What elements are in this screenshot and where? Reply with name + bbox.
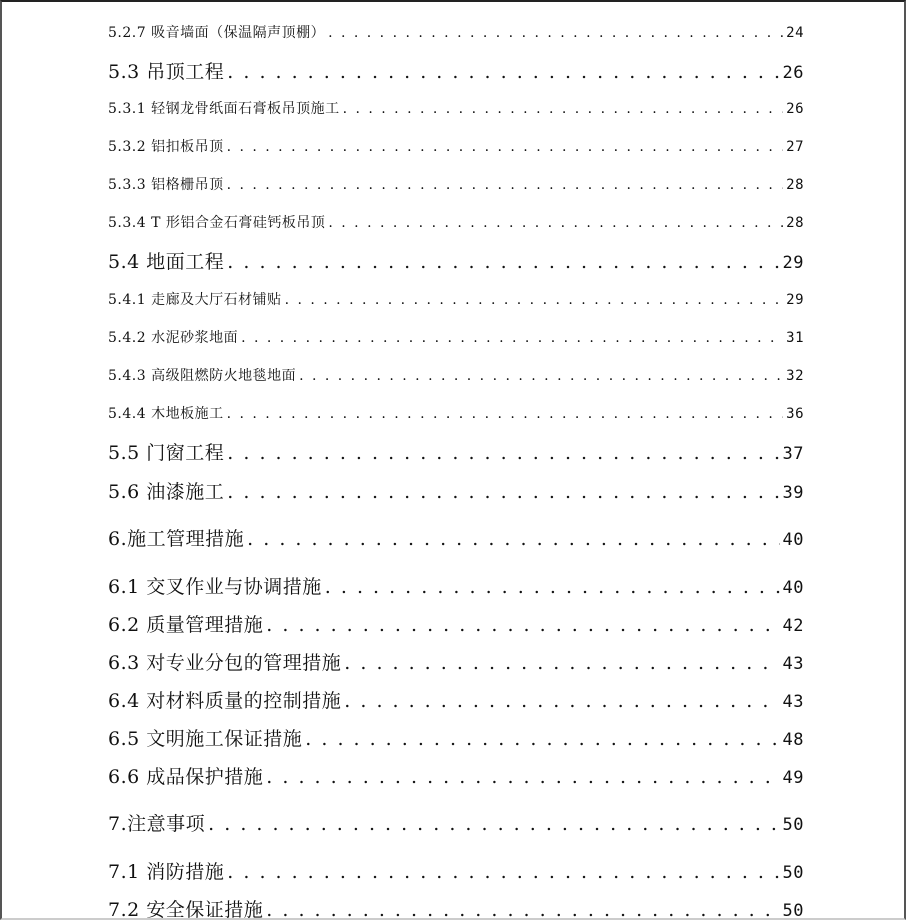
toc-entry-page: 27 — [786, 139, 804, 155]
toc-leader-dots — [344, 652, 779, 674]
toc-entry-6-4[interactable] — [108, 686, 804, 713]
toc-entry-number: 6.3 — [108, 652, 140, 674]
toc-entry-5-5[interactable] — [108, 438, 804, 465]
toc-entry-page: 49 — [782, 768, 804, 788]
toc-entry-number: 5.4.3 — [108, 368, 147, 384]
toc-entry-5-3-1[interactable] — [108, 98, 804, 118]
toc-entry-number: 6.1 — [108, 576, 140, 598]
toc-leader-dots — [208, 813, 779, 835]
toc-entry-number: 6.2 — [108, 614, 140, 636]
toc-entry-title: 高级阻燃防火地毯地面 — [151, 368, 297, 384]
toc-entry-number: 5.3.2 — [108, 139, 147, 155]
toc-entry-number: 5.4.4 — [108, 406, 147, 422]
toc-entry-title: 文明施工保证措施 — [146, 728, 303, 750]
toc-entry-number: 6.6 — [108, 766, 140, 788]
toc-leader-dots — [227, 481, 779, 503]
toc-entry-page: 37 — [782, 444, 804, 464]
toc-entry-5-2-7[interactable] — [108, 22, 804, 42]
toc-leader-dots — [227, 406, 784, 422]
toc-entry-page: 50 — [782, 901, 804, 920]
toc-leader-dots — [328, 215, 783, 231]
toc-entry-title: 铝格栅吊顶 — [151, 177, 224, 193]
toc-leader-dots — [299, 368, 783, 384]
toc-entry-number: 7.2 — [108, 899, 140, 920]
toc-leader-dots — [266, 614, 779, 636]
toc-entry-title: 铝扣板吊顶 — [151, 139, 224, 155]
toc-entry-7-1[interactable] — [108, 857, 804, 884]
toc-leader-dots — [328, 25, 783, 41]
toc-entry-7-2[interactable] — [108, 895, 804, 920]
toc-leader-dots — [325, 576, 780, 598]
toc-entry-page: 26 — [786, 101, 804, 117]
toc-entry-title: 走廊及大厅石材铺贴 — [151, 292, 282, 308]
toc-entry-number: 5.5 — [108, 442, 140, 464]
toc-entry-title: 吸音墙面（保温隔声顶棚） — [151, 25, 326, 41]
toc-entry-number: 5.6 — [108, 481, 140, 503]
toc-entry-page: 42 — [782, 616, 804, 636]
toc-entry-title: 质量管理措施 — [146, 614, 264, 636]
toc-entry-number: 5.3.1 — [108, 101, 147, 117]
toc-entry-number: 6.5 — [108, 728, 140, 750]
toc-entry-title: 消防措施 — [146, 861, 225, 883]
toc-entry-5-3-4[interactable] — [108, 212, 804, 232]
toc-entry-title: 门窗工程 — [146, 442, 225, 464]
toc-entry-page: 39 — [782, 483, 804, 503]
toc-entry-title: 吊顶工程 — [146, 61, 225, 83]
toc-entry-6-3[interactable] — [108, 648, 804, 675]
toc-leader-dots — [227, 61, 779, 83]
toc-entry-page: 26 — [782, 63, 804, 83]
toc-entry-title: 安全保证措施 — [146, 899, 264, 920]
toc-entry-number: 5.4.2 — [108, 330, 147, 346]
toc-entry-page: 50 — [782, 815, 804, 835]
toc-entry-number: 5.4 — [108, 251, 140, 273]
toc-entry-page: 43 — [782, 654, 804, 674]
toc-entry-5-4-3[interactable] — [108, 365, 804, 385]
toc-entry-title: 交叉作业与协调措施 — [146, 576, 322, 598]
toc-entry-number: 6. — [108, 528, 128, 550]
toc-entry-page: 29 — [782, 253, 804, 273]
toc-entry-page: 40 — [782, 530, 804, 550]
toc-leader-dots — [227, 139, 784, 155]
toc-entry-number: 5.3.4 — [108, 215, 147, 231]
toc-entry-title: 木地板施工 — [151, 406, 224, 422]
toc-entry-page: 50 — [782, 863, 804, 883]
toc-entry-7[interactable] — [108, 809, 804, 836]
toc-entry-6-5[interactable] — [108, 724, 804, 751]
toc-leader-dots — [343, 101, 784, 117]
toc-entry-title: 对专业分包的管理措施 — [146, 652, 342, 674]
toc-leader-dots — [227, 861, 779, 883]
toc-entry-6-6[interactable] — [108, 762, 804, 789]
toc-entry-number: 5.3.3 — [108, 177, 147, 193]
toc-entry-number: 7. — [108, 813, 128, 835]
toc-entry-title: 水泥砂浆地面 — [151, 330, 239, 346]
toc-leader-dots — [266, 899, 779, 920]
toc-entry-5-6[interactable] — [108, 477, 804, 504]
toc-entry-5-4-2[interactable] — [108, 327, 804, 347]
toc-entry-6[interactable] — [108, 524, 804, 551]
toc-entry-5-4-4[interactable] — [108, 403, 804, 423]
toc-entry-number: 5.2.7 — [108, 25, 147, 41]
toc-entry-page: 29 — [786, 292, 804, 308]
toc-entry-title: T 形铝合金石膏硅钙板吊顶 — [151, 215, 326, 231]
toc-entry-5-3[interactable] — [108, 57, 804, 84]
toc-entry-number: 5.3 — [108, 61, 140, 83]
toc-entry-5-3-2[interactable] — [108, 136, 804, 156]
toc-entry-page: 48 — [782, 730, 804, 750]
toc-leader-dots — [344, 690, 779, 712]
toc-entry-5-4[interactable] — [108, 247, 804, 274]
toc-leader-dots — [285, 292, 784, 308]
toc-entry-page: 28 — [786, 215, 804, 231]
toc-entry-title: 成品保护措施 — [146, 766, 264, 788]
toc-entry-page: 40 — [782, 578, 804, 598]
toc-entry-number: 6.4 — [108, 690, 140, 712]
toc-leader-dots — [227, 251, 779, 273]
toc-leader-dots — [247, 528, 779, 550]
toc-entry-page: 31 — [786, 330, 804, 346]
toc-entry-title: 注意事项 — [127, 813, 206, 835]
toc-entry-title: 施工管理措施 — [127, 528, 245, 550]
toc-entry-page: 36 — [786, 406, 804, 422]
toc-entry-page: 43 — [782, 692, 804, 712]
toc-leader-dots — [305, 728, 779, 750]
toc-entry-number: 5.4.1 — [108, 292, 147, 308]
toc-leader-dots — [266, 766, 779, 788]
toc-entry-6-2[interactable] — [108, 610, 804, 637]
toc-leader-dots — [241, 330, 783, 346]
toc-leader-dots — [227, 442, 779, 464]
toc-entry-title: 轻钢龙骨纸面石膏板吊顶施工 — [151, 101, 340, 117]
toc-entry-page: 32 — [786, 368, 804, 384]
toc-entry-number: 7.1 — [108, 861, 140, 883]
toc-entry-title: 油漆施工 — [146, 481, 225, 503]
toc-entry-5-3-3[interactable] — [108, 174, 804, 194]
toc-entry-title: 对材料质量的控制措施 — [146, 690, 342, 712]
toc-entry-page: 24 — [786, 25, 804, 41]
toc-entry-6-1[interactable] — [108, 572, 804, 599]
toc-entry-title: 地面工程 — [146, 251, 225, 273]
toc-leader-dots — [227, 177, 784, 193]
toc-entry-5-4-1[interactable] — [108, 289, 804, 309]
toc-entry-page: 28 — [786, 177, 804, 193]
